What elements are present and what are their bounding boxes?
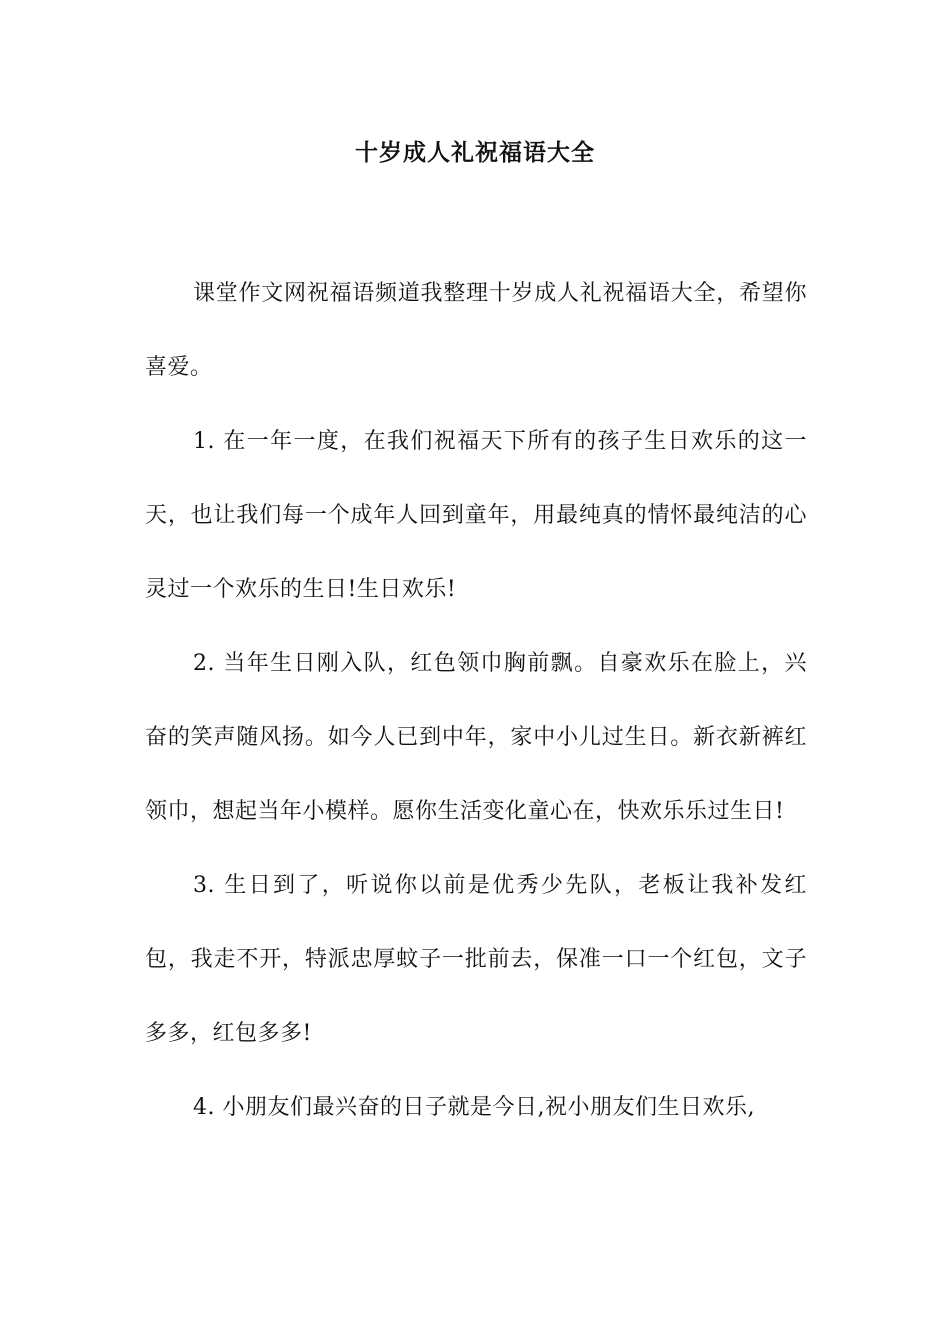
paragraph-intro: 课堂作文网祝福语频道我整理十岁成人礼祝福语大全，希望你喜爱。 <box>145 281 807 380</box>
paragraph-item-2: 2. 当年生日刚入队，红色领巾胸前飘。自豪欢乐在脸上，兴奋的笑声随风扬。如今人已到中年，家中小儿过生日。新衣新裤红领巾，想起当年小模样。愿你生活变化童心在，快欢乐乐过生日! <box>145 651 807 824</box>
paragraph-item-4: 4. 小朋友们最兴奋的日子就是今日,祝小朋友们生日欢乐, <box>193 1095 755 1120</box>
paragraph-item-3: 3. 生日到了，听说你以前是优秀少先队，老板让我补发红包，我走不开，特派忠厚蚊子一批前去，保准一口一个红包，文子多多，红包多多! <box>145 873 807 1046</box>
document-title: 十岁成人礼祝福语大全 <box>355 139 595 166</box>
document-body <box>145 257 807 1145</box>
paragraph-item-1: 1. 在一年一度，在我们祝福天下所有的孩子生日欢乐的这一天，也让我们每一个成年人回到童年，用最纯真的情怀最纯洁的心灵过一个欢乐的生日!生日欢乐! <box>145 429 807 602</box>
